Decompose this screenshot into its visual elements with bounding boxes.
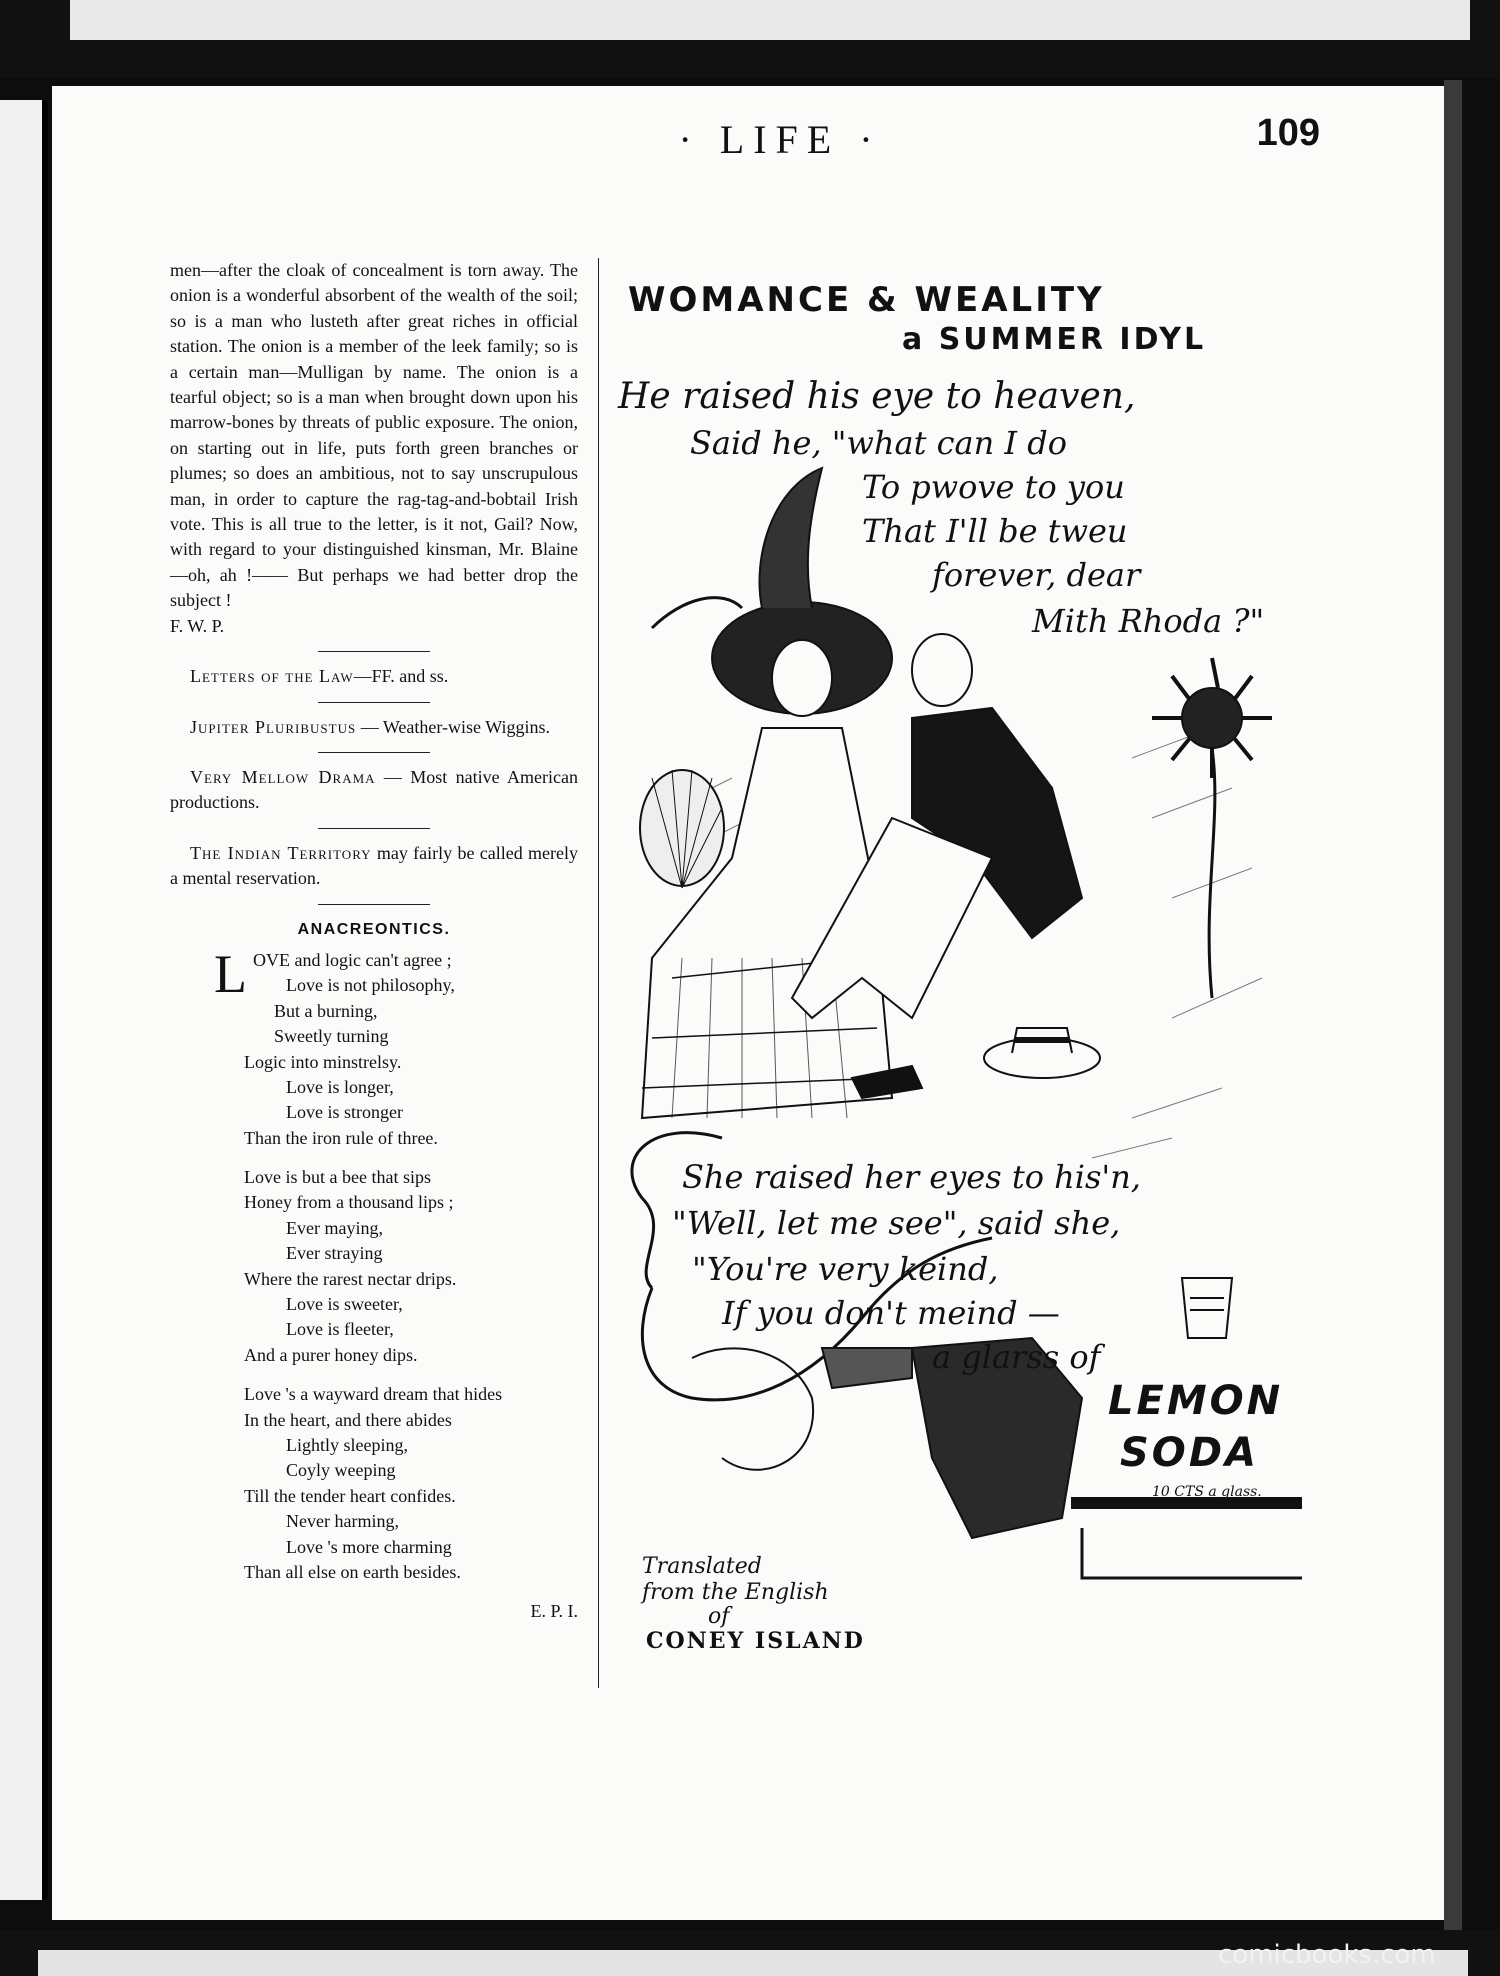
item-text: — Weather-wise Wiggins. (356, 716, 550, 737)
sign-text-soda: SODA (1120, 1430, 1259, 1476)
poem-line: Ever straying (286, 1243, 383, 1264)
man-head (912, 634, 972, 706)
credit-line: from the English (642, 1580, 829, 1605)
item-heading: The Indian Territory (190, 842, 372, 863)
sign-price: 10 CTS a glass. (1152, 1484, 1262, 1500)
paragraph-item (170, 664, 578, 689)
poem-line: OVE and logic can't agree ; (253, 949, 452, 970)
column-rule (598, 258, 599, 1688)
cartoon-illustration (612, 258, 1302, 1678)
hat-plume (760, 468, 823, 608)
scan-top-border (0, 0, 1500, 78)
paragraph-item (170, 765, 578, 816)
poem-line: Where the rarest nectar drips. (244, 1268, 457, 1289)
poem-stanza (244, 1382, 578, 1585)
poem-stanza (214, 943, 578, 1151)
hand-fan (640, 770, 724, 886)
verse-line: That I'll be tweu (862, 512, 1128, 550)
essay-signature: F. W. P. (170, 615, 225, 636)
item-heading: Very Mellow Drama (190, 766, 376, 787)
paragraph-item (170, 841, 578, 892)
verse-line: If you don't meind — (722, 1294, 1060, 1332)
drop-cap: L (214, 943, 247, 1004)
previous-page-edge (70, 0, 1470, 40)
essay-paragraph: men—after the cloak of concealment is torn away. The onion is a wonderful absorbent of the wealth of the soil; so is a man who lusteth after great riches in official station. The onion is a member of the leek family; so is a certain man—Mulligan by name. The onion is a tearful object; so is a man when brought down upon his marrow-bones by threats of public exposure. The onion, on starting out in life, puts forth green branches or plumes; so does an ambitious, not to say unscrupulous man, in order to capture the rag-tag-and-bobtail Irish vote. This is all true to the letter, is it not, Gail? Now, with regard to your distinguished kinsman, Mr. Blaine—oh, ah !—— But perhaps we had better drop the subject ! (170, 260, 578, 611)
item-heading: Letters of the Law (190, 666, 354, 687)
poem-line: Till the tender heart confides. (244, 1485, 456, 1506)
divider-rule (318, 904, 430, 905)
poem-line: Honey from a thousand lips ; (244, 1192, 454, 1213)
soda-glass (1182, 1278, 1232, 1338)
verse-line: a glarss of (932, 1338, 1101, 1376)
poem-title: ANACREONTICS. (297, 920, 451, 938)
credit-line: Translated (642, 1554, 762, 1579)
poem-line: Lightly sleeping, (286, 1434, 408, 1455)
poem-line: Than the iron rule of three. (244, 1127, 438, 1148)
poem-stanza (244, 1165, 578, 1368)
credit-line: of (708, 1604, 730, 1629)
divider-rule (318, 702, 430, 703)
credit-line: CONEY ISLAND (646, 1628, 865, 1654)
verse-line: "Well, let me see", said she, (672, 1204, 1121, 1242)
magazine-title: · LIFE · (678, 117, 882, 162)
cartoon-title: WOMANCE & WEALITY (628, 280, 1105, 320)
item-text: — Most native American productions. (170, 766, 578, 813)
poem-signature: E. P. I. (530, 1601, 578, 1622)
poem-line: Logic into minstrelsy. (244, 1051, 402, 1072)
verse-line: She raised her eyes to his'n, (682, 1158, 1141, 1196)
poem-line: Never harming, (286, 1511, 399, 1532)
poem-line: Love is stronger (286, 1102, 403, 1123)
poem-line: Sweetly turning (274, 1026, 389, 1047)
poem-line: Love is not philosophy, (286, 975, 455, 996)
poem-line: Love is sweeter, (286, 1294, 403, 1315)
site-watermark: comicbooks.com (1218, 1940, 1436, 1970)
divider-rule (318, 752, 430, 753)
verse-line: forever, dear (932, 556, 1141, 594)
page-number: 109 (1256, 112, 1320, 154)
poem-line: Love is longer, (286, 1076, 394, 1097)
cartoon-subtitle: a SUMMER IDYL (902, 322, 1207, 357)
divider-rule (318, 651, 430, 652)
page-shadow-edge (1444, 80, 1462, 1930)
poem-line: And a purer honey dips. (244, 1344, 418, 1365)
poem-line: Love 's more charming (286, 1536, 452, 1557)
poem-line: Ever maying, (286, 1217, 383, 1238)
paragraph-item (170, 715, 578, 740)
poem-line: Love is fleeter, (286, 1319, 394, 1340)
poem-line: Than all else on earth besides. (244, 1561, 461, 1582)
poem-line: In the heart, and there abides (244, 1409, 452, 1430)
verse-line: Said he, "what can I do (690, 424, 1067, 462)
poem (170, 943, 578, 1625)
poem-line: Love 's a wayward dream that hides (244, 1384, 503, 1405)
verse-line: Mith Rhoda ?" (1032, 602, 1265, 640)
verse-line: He raised his eye to heaven, (618, 376, 1136, 417)
poem-line: But a burning, (274, 1000, 378, 1021)
item-text: may fairly be called merely a mental reservation. (170, 842, 579, 889)
sign-text-lemon: LEMON (1108, 1378, 1284, 1424)
woman-face (772, 640, 832, 716)
sunflower (1152, 658, 1272, 998)
facing-page-edge (0, 100, 48, 1900)
verse-line: To pwove to you (862, 468, 1125, 506)
text-column (170, 258, 578, 1625)
item-heading: Jupiter Pluribustus (190, 716, 357, 737)
page-gutter (42, 100, 48, 1900)
poem-line: Love is but a bee that sips (244, 1167, 431, 1188)
verse-line: "You're very keind, (692, 1250, 999, 1288)
item-text: —FF. and ss. (353, 666, 449, 687)
poem-line: Coyly weeping (286, 1460, 396, 1481)
divider-rule (318, 828, 430, 829)
